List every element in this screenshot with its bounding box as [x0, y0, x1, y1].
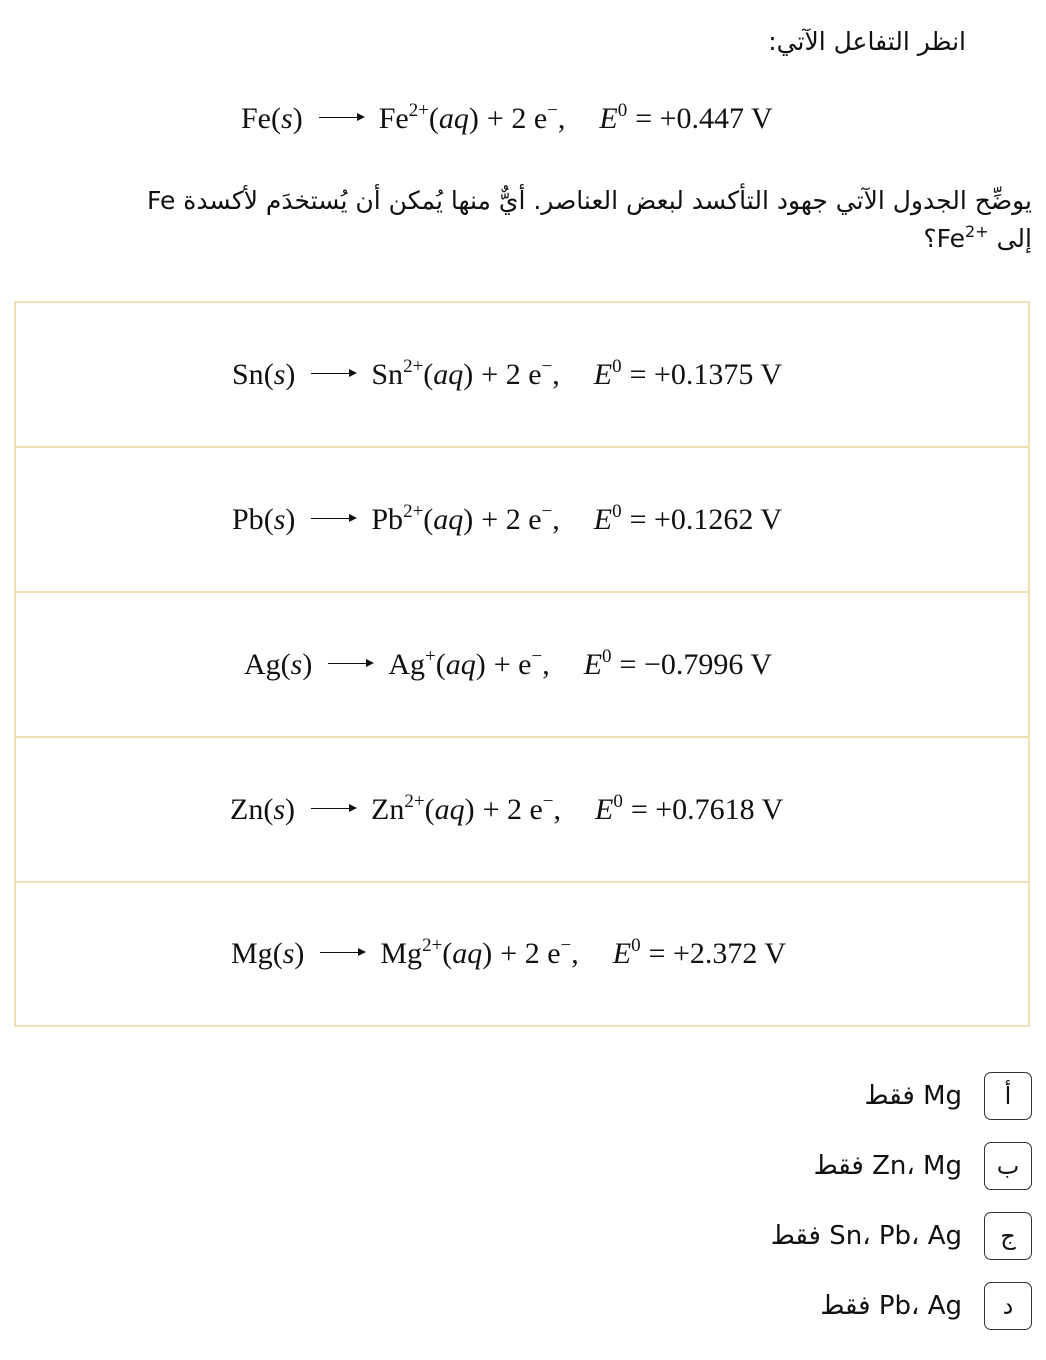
eq-reactant: Fe — [241, 102, 271, 135]
eq-e-sup: − — [547, 100, 558, 121]
eq-potential-value: = +0.1262 V — [629, 502, 783, 536]
eq-aq: aq — [433, 357, 464, 391]
main-equation: Fe ( s ) Fe $^{2+}$ ( aq ) + 2 e − , E $^0$ = +0.447 V — [241, 100, 773, 135]
table-row — [16, 738, 1028, 883]
eq-potential-sup: 0 — [613, 790, 623, 812]
eq-product: Mg — [380, 937, 423, 970]
eq-potential-label: E — [583, 647, 603, 681]
eq-potential-value: = +0.447 V — [635, 102, 773, 135]
eq-potential-value: = +0.7618 V — [630, 792, 784, 826]
reaction-arrow-icon — [328, 663, 372, 665]
eq-potential-sup: 0 — [612, 500, 622, 522]
option-label[interactable]: Sn، Pb، Ag فقط — [770, 1221, 962, 1251]
option-label[interactable]: Zn، Mg فقط — [813, 1151, 962, 1181]
option-letter-box[interactable]: ج — [984, 1212, 1032, 1260]
intro-text: انظر التفاعل الآتي: — [768, 27, 966, 56]
question-ion: Fe — [936, 224, 966, 253]
eq-reactant: Mg — [231, 937, 273, 970]
reaction-arrow-icon — [311, 373, 355, 375]
eq-potential-label: E — [612, 937, 632, 970]
answer-options — [771, 1071, 1032, 1351]
eq-state: s — [290, 647, 303, 681]
eq-state: s — [273, 792, 286, 826]
eq-potential-label: E — [593, 357, 613, 391]
eq-potential-sup: 0 — [612, 355, 622, 377]
question-mark: ؟ — [923, 224, 937, 253]
eq-potential-sup: 0 — [617, 100, 628, 121]
eq-reactant: Ag — [244, 647, 281, 681]
eq-aq: aq — [438, 102, 469, 135]
option-letter-box[interactable]: ب — [984, 1142, 1032, 1190]
eq-electrons: + 2 e — [500, 937, 561, 970]
eq-potential-sup: 0 — [631, 935, 641, 956]
eq-reactant: Sn — [232, 357, 264, 391]
eq-state: s — [273, 502, 286, 536]
eq-electrons: + 2 e — [482, 792, 543, 826]
eq-product: Ag — [388, 647, 426, 681]
eq-electrons: + 2 e — [481, 502, 542, 536]
eq-state: s — [282, 937, 295, 970]
eq-aq: aq — [433, 502, 464, 536]
eq-potential-label: E — [595, 792, 614, 826]
eq-aq: aq — [452, 937, 483, 970]
table-row — [16, 883, 1028, 1025]
option-label[interactable]: Mg فقط — [864, 1081, 962, 1111]
question-line2 — [22, 220, 1032, 261]
eq-reactant: Zn — [230, 792, 264, 826]
eq-charge: 2+ — [404, 790, 425, 812]
question-line1: يوضِّح الجدول الآتي جهود التأكسد لبعض العناصر. أيٌّ منها يُمكن أن يُستخدَم لأكسدة Fe — [146, 186, 1032, 215]
question-line2-pre: إلى — [988, 224, 1032, 253]
option-letter-box[interactable]: أ — [984, 1072, 1032, 1120]
table-row — [16, 448, 1028, 593]
eq-electrons: + e — [493, 647, 532, 681]
eq-aq: aq — [434, 792, 465, 826]
eq-e-sup: − — [542, 790, 554, 812]
eq-product: Zn — [371, 792, 405, 826]
option-c[interactable] — [771, 1211, 1032, 1261]
eq-potential-sup: 0 — [602, 645, 612, 667]
option-label[interactable]: Pb، Ag فقط — [820, 1291, 962, 1321]
eq-state: s — [281, 102, 293, 135]
eq-product: Sn — [371, 357, 404, 391]
eq-e-sup: − — [531, 645, 543, 667]
eq-electrons: + 2 e — [481, 357, 542, 391]
eq-charge: 2+ — [403, 355, 424, 377]
eq-potential-label: E — [593, 502, 613, 536]
eq-charge: 2+ — [422, 935, 443, 956]
eq-e-sup: − — [560, 935, 572, 956]
eq-potential-label: E — [599, 102, 618, 135]
eq-potential-value: = +0.1375 V — [629, 357, 783, 391]
eq-charge: 2+ — [403, 500, 424, 522]
option-d[interactable] — [771, 1281, 1032, 1331]
row-equation: Pb ( s ) Pb $^{2+}$ ( aq ) + 2 e − , E $^0$ = +0.1262 V — [232, 500, 783, 536]
eq-state: s — [273, 357, 286, 391]
eq-product: Pb — [371, 502, 404, 536]
row-equation: Sn ( s ) Sn $^{2+}$ ( aq ) + 2 e − , E $^0$ = +0.1375 V — [232, 355, 783, 391]
row-equation: Zn ( s ) Zn $^{2+}$ ( aq ) + 2 e − , E $^0$ = +0.7618 V — [230, 790, 784, 826]
option-b[interactable] — [771, 1141, 1032, 1191]
eq-charge: + — [425, 645, 436, 667]
table-row — [16, 303, 1028, 448]
reaction-arrow-icon — [311, 808, 355, 810]
reaction-arrow-icon — [319, 117, 363, 119]
question-ion-charge: 2+ — [965, 222, 989, 241]
row-equation: Ag ( s ) Ag + ( aq ) + e − , E $^0$ = −0.7996 V — [244, 645, 772, 681]
eq-e-sup: − — [541, 355, 553, 377]
row-equation: Mg ( s ) Mg $^{2+}$ ( aq ) + 2 e − , E $^0$ = +2.372 V — [231, 935, 787, 970]
eq-reactant: Pb — [232, 502, 264, 536]
option-a[interactable] — [771, 1071, 1032, 1121]
eq-electrons: + 2 e — [486, 102, 548, 135]
question-text — [22, 182, 1032, 261]
eq-e-sup: − — [541, 500, 553, 522]
reaction-arrow-icon — [311, 518, 355, 520]
oxidation-potential-table — [14, 301, 1030, 1027]
eq-charge: 2+ — [408, 100, 429, 121]
reaction-arrow-icon — [320, 952, 364, 954]
table-row — [16, 593, 1028, 738]
eq-potential-value: = −0.7996 V — [619, 647, 772, 681]
option-letter-box[interactable]: د — [984, 1282, 1032, 1330]
eq-potential-value: = +2.372 V — [648, 937, 787, 970]
eq-product: Fe — [378, 102, 409, 135]
eq-aq: aq — [445, 647, 476, 681]
